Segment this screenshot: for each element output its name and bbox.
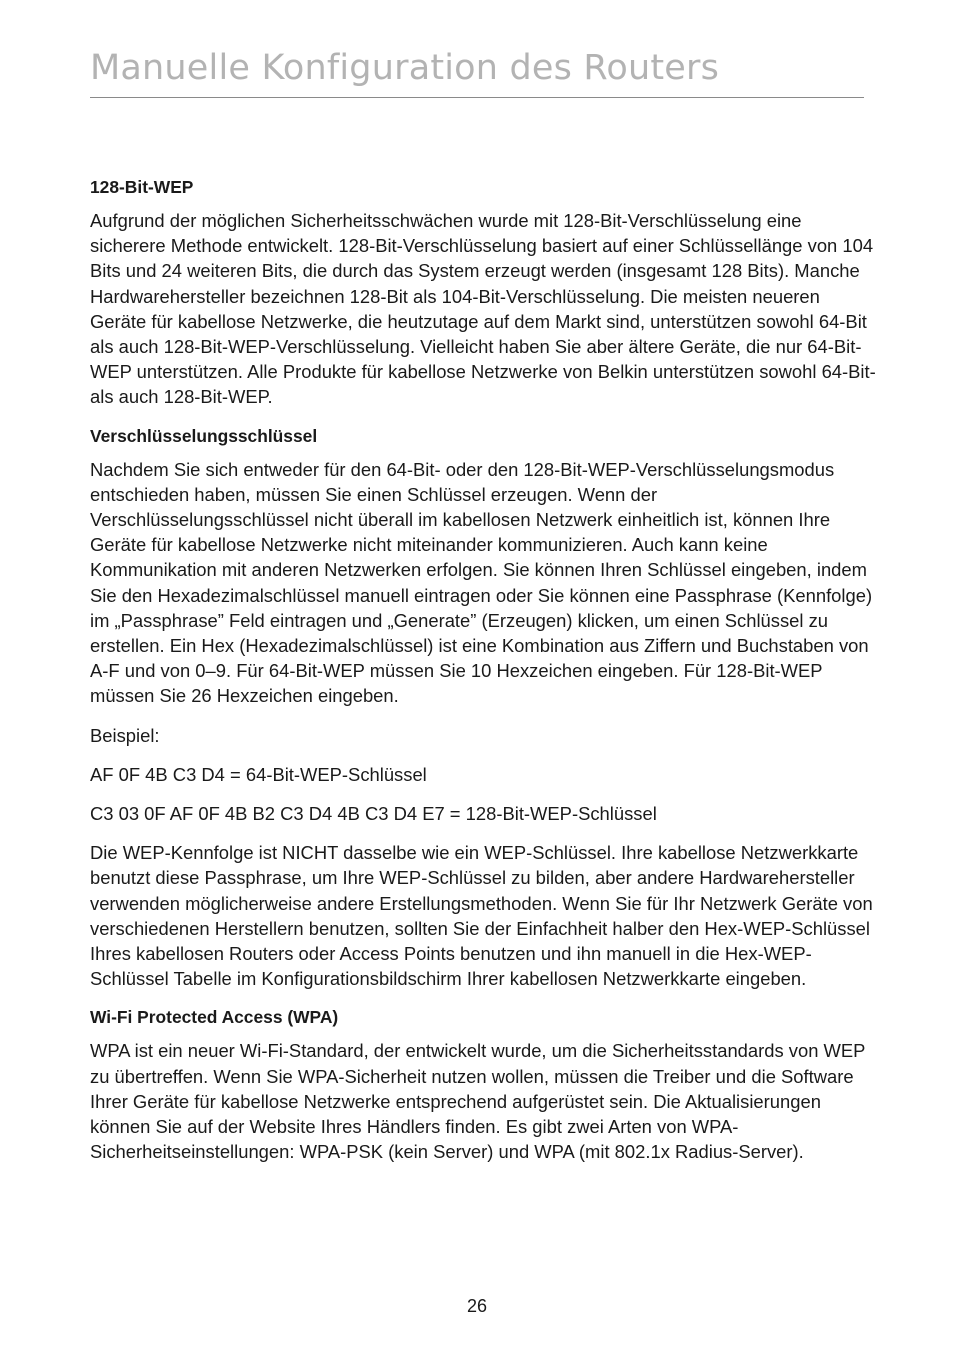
section-encryption-key [90,424,880,992]
paragraph: Aufgrund der möglichen Sicherheitsschwächen wurde mit 128-Bit-Verschlüsselung eine sicherere Methode entwickelt. 128-Bit-Verschlüsselung basiert auf einer Schlüssellänge von 104 Bits und 24 weiteren Bits, die durch das System erzeugt werden (insgesamt 128 Bits). Manche Hardwarehersteller bezeichnen 128-Bit als 104-Bit-Verschlüsselung. Die meisten neueren Geräte für kabellose Netzwerke, die heutzutage auf dem Markt sind, unterstützen sowohl 64-Bit als auch 128-Bit-WEP-Verschlüsselung. Vielleicht haben Sie aber ältere Geräte, die nur 64-Bit-WEP unterstützen. Alle Produkte für kabellose Netzwerke von Belkin unterstützen sowohl 64-Bit- als auch 128-Bit-WEP. [90,210,876,408]
page-header [90,42,864,98]
example-128-bit-key: C3 03 0F AF 0F 4B B2 C3 D4 4B C3 D4 E7 = 128-Bit-WEP-Schlüssel [90,803,657,825]
page-number: 26 [466,1296,488,1316]
paragraph: WPA ist ein neuer Wi-Fi-Standard, der entwickelt wurde, um die Sicherheitsstandards von WEP zu übertreffen. Wenn Sie WPA-Sicherheit nutzen wollen, müssen die Treiber und die Software Ihrer Geräte für kabellose Netzwerke entsprechend aufgerüstet sein. Die Aktualisierungen können Sie auf der Website Ihres Händlers finden. Es gibt zwei Arten von WPA-Sicherheitseinstellungen: WPA-PSK (kein Server) und WPA (mit 802.1x Radius-Server). [90,1040,866,1163]
page-content [90,175,880,1179]
section-heading: 128-Bit-WEP [90,177,194,197]
section-heading: Verschlüsselungsschlüssel [90,425,318,446]
section-128-bit-wep [90,175,880,410]
example-64-bit-key: AF 0F 4B C3 D4 = 64-Bit-WEP-Schlüssel [90,763,427,785]
paragraph: Nachdem Sie sich entweder für den 64-Bit- oder den 128-Bit-WEP-Verschlüsselungsmodus entschieden haben, müssen Sie einen Schlüssel erzeugen. Wenn der Verschlüsselungsschlüssel nicht überall im kabellosen Netzwerk einheitlich ist, können Ihre Geräte für kabellose Netzwerke nicht miteinander kommunizieren. Auch kann keine Kommunikation mit anderen Netzwerken erfolgen. Sie können Ihren Schlüssel eingeben, indem Sie den Hexadezimalschlüssel manuell eintragen oder Sie können eine Passphrase (Kennfolge) im „Passphrase” Feld eintragen und „Generate” (Erzeugen) klicken, um einen Schlüssel zu erstellen. Ein Hex (Hexadezimalschlüssel) ist eine Kombination aus Ziffern und Buchstaben von A-F und von 0–9. Für 64-Bit-WEP müssen Sie 10 Hexzeichen eingeben. Für 128-Bit-WEP müssen Sie 26 Hexzeichen eingeben. [90,458,873,707]
section-wpa [90,1005,880,1164]
section-heading: Wi-Fi Protected Access (WPA) [90,1007,339,1028]
example-label: Beispiel: [90,724,160,746]
paragraph: Die WEP-Kennfolge ist NICHT dasselbe wie ein WEP-Schlüssel. Ihre kabellose Netzwerkkarte benutzt diese Passphrase, um Ihre WEP-Schlüssel zu bilden, aber andere Hardwarehersteller verwenden möglicherweise andere Erstellungsmethoden. Wenn Sie für Ihr Netzwerk Geräte von verschiedenen Herstellern benutzen, sollten Sie der Einfachheit halber den Hex-WEP-Schlüssel Ihres kabellosen Routers oder Access Points benutzen und ihn manuell in die Hex-WEP-Schlüssel Tabelle im Konfigurationsbildschirm Ihrer kabellosen Netzwerkkarte eingeben. [90,842,873,990]
page-title: Manuelle Konfiguration des Routers [90,48,720,88]
